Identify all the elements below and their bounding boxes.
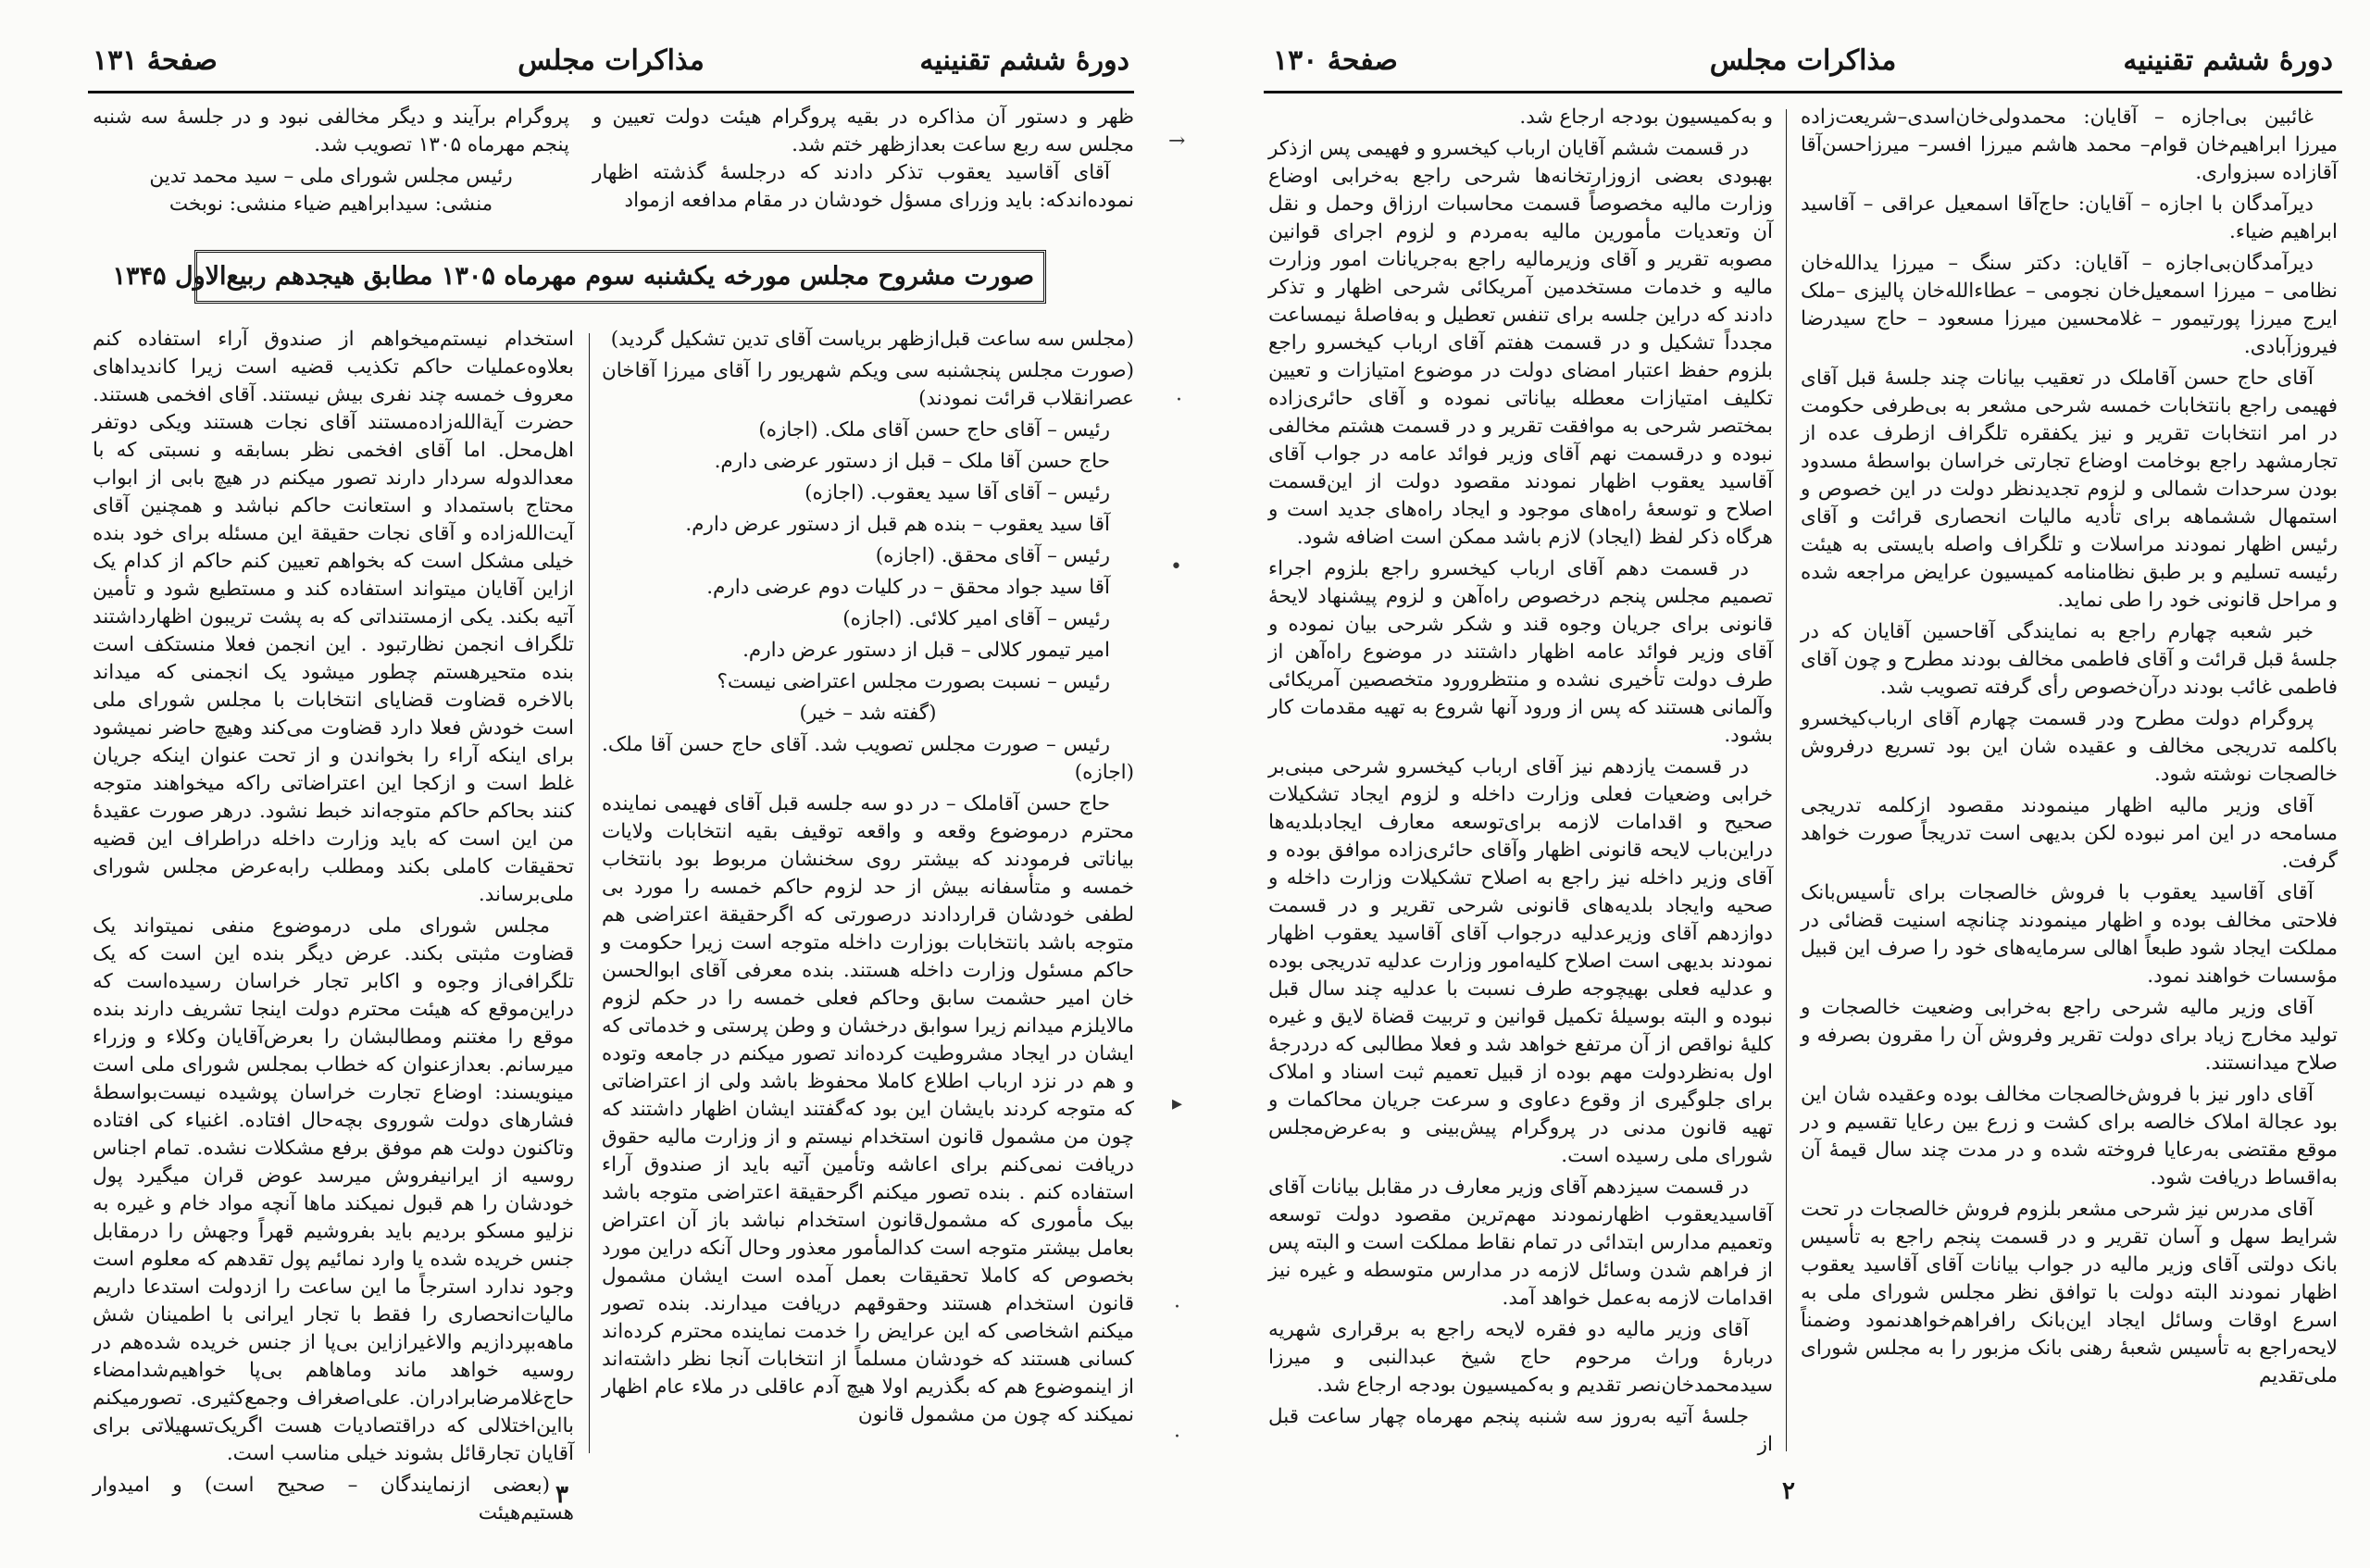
right-header-title: مذاکرات مجلس (1709, 44, 1897, 77)
paragraph: در قسمت یازدهم نیز آقای ارباب کیخسرو شرحی مبنی‌بر خرابی وضعیات فعلی وزارت داخله و لزوم ایجاد تشکیلات صحیح و اقدامات لازمه برای‌توسعه معارف ایجاد‌بلدیه‌ها دراین‌باب لایحه قانونی اظهار وآقای حائری‌زاده موافق بوده و آقای وزیر داخله نیز راجع به اصلاح تشکیلات وزارت داخله و صحیه وایجاد بلدیه‌های قانونی شرحی تقریر و در قسمت دوازدهم آقای وزیرعدلیه درجواب آقای آقاسید یعقوب اظهار نمودند بدیهی است اصلاح کلیه‌امور وزارت عدلیه تدریجی بوده و عدلیه فعلی بهیچوجه طرف نسبت با عدلیه چند سال قبل نبوده و البته بوسیلهٔ تکمیل قوانین و تربیت قضاة لایق و غیره کلیهٔ نواقص از آن مرتفع خواهد شد و فعلا مطالبی که دردرجهٔ اول به‌نظردولت مهم بوده از قبیل تعمیم ثبت اسناد و املاک برای جلوگیری از وقوع دعاوی و سرعت جریان محاکمات و تهیه قانون مدنی در پروگرام پیش‌بینی و به‌عرض‌مجلس شورای ملی رسیده است. (1268, 755, 1773, 1167)
paragraph: استخدام نیستم‌میخواهم از صندوق آراء استفاده کنم بعلاوه‌عملیات حاکم تکذیب قضیه است زیرا کاندیداهای معروف خمسه چند نفری بیش نیستند. آقای افخمی هستند. حضرت آیة‌الله‌زاده‌مستند آقای نجات هستند ویکی دوتفر اهل‌محل. اما آقای افخمی نظر بسابقه و نسبتی که با معدالدوله سردار دارند تصور میکنم در هیچ بابی از ابواب محتاج باستمداد و استعانت حاکم نباشد و همچنین آقای آیت‌الله‌زاده و آقای نجات حقیقة این مسئله برای خود بنده خیلی مشکل است که بخواهم تعیین کنم حاکم از کدام یک ازاین آقایان میتواند استفاده کند و مستطیع شود و تأمین آتیه بکند. یکی ازمستنداتی که به پشت تریبون اظهارداشتند تلگراف انجمن نظارتبود . این انجمن فعلا منستکف است بنده متحیرهستم چطور میشود یک انجمنی که میداند بالاخره قضاوت قضایای انتخابات با مجلس شورای ملی است خودش فعلا دارد قضاوت می‌کند وهیچ حاضر نمیشود برای اینکه آراء را بخواندن و از تحت عنوان اینکه جریان غلط است و ازکجا این اعتراضاتی راکه میخواهند متوجه کنند بحاکم حاکم متوجه‌اند خبط نشود. درهر صورت عقیدهٔ من این است که باید وزارت داخله دراطراف این قضیه تحقیقات کاملی بکند ومطلب رابه‌عرض مجلس شورای ملی‌برساند. (93, 328, 574, 906)
right-page-header (1273, 44, 2333, 81)
right-col-left (1268, 104, 1773, 1455)
paragraph: مجلس شورای ملی درموضوع منفی نمیتواند یک قضاوت مثبتی بکند. عرض دیگر بنده این است که یک تلگرافی‌از وجوه و اکابر تجار خراسان رسیده‌است که دراین‌موقع که هیئت محترم دولت اینجا تشریف دارند بنده موقع را مغتنم ومطالبشان را بعرض‌آقایان وکلاء و وزراء میرسانم. بعدازعنوان که خطاب بمجلس شورای ملی است مینویسند: اوضاع تجارت خراسان پوشیده نیست‌بواسطهٔ فشارهای دولت شوروی بچه‌حال افتاده. اغنیاء کی افتاده وتاکنون دولت هم موفق برفع مشکلات نشده. تمام اجناس روسیه از ایرانیفروش میرسد عوض قران میگیرد پول خودشان را هم قبول نمیکند ماها آنچه مواد خام و غیره به نزلیو مسکو بردیم باید بفروشیم قهراً وجهش را درمقابل جنس خریده شده یا وارد نمائیم پول تقدهم که معلوم است وجود ندارد استرجاً ما این ساعت را ازدولت استدعا داریم مالیات‌انحصاری را فقط با تجار ایرانی با اطمینان شش ماهه‌بپردازیم والاغیرازاین بی‌پا از جنس خریده شده‌هم در روسیه خواهد ماند وماهاهم بی‌پا خواهیم‌شدامضاء حاج‌غلامرضابرادران. علی‌اصغراف وجمع‌کثیری. تصورمیکنم بااین‌اختلالی که دراقتصادیات هست اگریک‌تسهیلاتی برای آقایان تجارقائل بشوند خیلی مناسب است. (93, 915, 574, 1465)
paragraph: آقا سید جواد محقق – در کلیات دوم عرضی دارم. (706, 576, 1110, 599)
paragraph: رئیس – آقای حاج حسن آقای ملک. (اجازه) (758, 418, 1110, 442)
left-column-rule (589, 333, 590, 1453)
paragraph: (صورت مجلس پنجشنبه سی ویکم شهریور را آقای میرزا آقاخان عصرانقلاب قرائت نمودند) (602, 359, 1134, 410)
paragraph: دیرآمدگان با اجازه – آقایان: حاج‌آقا اسمعیل عراقی – آقاسید ابراهیم ضیاء. (1801, 193, 2338, 243)
paragraph: خبر شعبه چهارم راجع به نمایندگی آقاحسین آقایان که در جلسهٔ قبل قرائت و آقای فاطمی مخالف بودند مطرح و چون آقای فاطمی غائب بودند درآن‌خصوص رأی گرفته تصویب شد. (1801, 620, 2338, 699)
paragraph: حاج حسن آقاملک – در دو سه جلسه قبل آقای فهیمی نماینده محترم درموضوع وقعه و واقعه توقیف بقیه انتخابات ولایات بیاناتی فرمودند که بیشتر روی سخنشان مربوط بود بانتخاب خمسه و متأسفانه بیش از حد لزوم حاکم خمسه را مورد بی لطفی خودشان قراردادند درصورتی که اگرحقیقة اعتراضی هم متوجه باشد بانتخابات بوزارت داخله متوجه است زیرا حکومت و حاکم مسئول وزارت داخله هستند. بنده معرفی آقای ابوالحسن خان امیر حشمت سابق وحاکم فعلی خمسه را در حکم لزوم مالایلزم میدانم زیرا سوابق درخشان و وطن پرستی و خدماتی که ایشان در ایجاد مشروطیت کرده‌اند تصور میکنم در جامعه وتوده و هم در نزد ارباب اطلاع کاملا محفوظ باشد ولی از اعتراضاتی که متوجه کردند بایشان این بود که‌گفتند ایشان اظهار داشتند که چون من مشمول قانون استخدام نیستم و از وزارت مالیه حقوق دریافت نمی‌کنم برای اعاشه وتأمین آتیه باید از صندوق آراء استفاده کنم . بنده تصور میکنم اگرحقیقة اعتراضی متوجه باشد بیک مأموری که مشمول‌قانون استخدام نباشد باز آن اعتراض بعامل بیشتر متوجه است کدالمأمور معذور وحال آنکه دراین مورد بخصوص که کاملا تحقیقات بعمل آمده است ایشان مشمول قانون استخدام هستند وحقوقهم دریافت میدارند. بنده تصور میکنم اشخاصی که این عرایض را خدمت نماینده محترم کرده‌اند کسانی هستند که خودشان مسلماً از انتخابات آنجا نظر داشته‌اند از اینموضوع هم که بگذریم اولا هیچ آدم عاقلی در ملاء عام اظهار نمیکند که چون من مشمول قانون (602, 792, 1134, 1426)
paragraph: در قسمت دهم آقای ارباب کیخسرو راجع بلزوم اجراء تصمیم مجلس پنجم درخصوص راه‌آهن و لزوم پیشنهاد لایحهٔ قانونی برای جریان وجوه قند و شکر شرحی بیان نموده و آقای وزیر فوائد عامه اظهار داشتند در موضوع راه‌آهن از طرف دولت تأخیری نشده و منتظرورود متخصصین آمریکائی وآلمانی هستند که پس از ورود آنها شروع به تهیه مقدمات کار بشود. (1268, 557, 1773, 747)
paragraph: حاج حسن آقا ملک – قبل از دستور عرضی دارم. (714, 450, 1110, 473)
session-banner: صورت مشروح مجلس مورخه یکشنبه سوم مهرماه ۱۳۰۵ مطابق هیجدهم ربیع‌الاول ۱۳۴۵ (194, 250, 1046, 304)
binding-mark: · (1174, 1296, 1180, 1319)
right-header-session: دورهٔ ششم تقنینیه (2123, 44, 2333, 77)
binding-mark: · (1174, 1425, 1180, 1449)
paragraph: آقای حاج حسن آقاملک در تعقیب بیانات چند جلسهٔ قبل آقای فهیمی راجع بانتخابات خمسه شرحی مشعر به بی‌طرفی حکومت در امر انتخابات تقریر و نیز یکفقره تلگراف ازطرف عده از تجارمشهد راجع بوخامت اوضاع تجارتی خراسان بواسطهٔ مسدود بودن سرحدات شمالی و لزوم تجدیدنظر دولت در این خصوص و استمهال ششماهه برای تأدیه مالیات انحصاری قرائت و آقای رئیس اظهار نمودند مراسلات و تلگراف واصله بایستی به هیئت رئیسه تسلیم و بر طبق نظامنامه کمیسیون عرایض مراجعه شده و مراحل قانونی خود را طی نماید. (1801, 367, 2338, 612)
paragraph: آقای وزیر مالیه شرحی راجع به‌خرابی وضعیت خالصجات و تولید مخارج زیاد برای دولت تقریر وفروش آن را مقرون بصرفه و صلاح میدانستند. (1801, 996, 2338, 1075)
left-top-right-para2: آقای آقاسید یعقوب تذکر دادند که درجلسهٔ گذشته اظهار نموده‌اندکه: باید وزرای مسؤل خودشان در مقام مدافعه ازمواد (592, 161, 1134, 212)
right-header-folio: صفحهٔ ۱۳۰ (1273, 44, 1398, 77)
left-page-header (93, 44, 1129, 81)
left-page (0, 0, 1157, 1568)
right-page-number: ۲ (1782, 1477, 1795, 1505)
paragraph: آقای مدرس نیز شرحی مشعر بلزوم فروش خالصجات در تحت شرایط سهل و آسان تقریر و در قسمت پنجم راجع به تأسیس بانک دولتی آقای وزیر مالیه در جواب بیانات آقای آقاسید یعقوب اظهار نمودند البته دولت با توافق نظر مجلس شورای ملی به اسرع اوقات وسائل ایجاد این‌بانک رافراهم‌خواهدنمود وضمناً لایحه‌راجع به تأسیس شعبهٔ رهنی بانک مزبور را به مجلس شورای ملی‌تقدیم (1801, 1198, 2338, 1388)
paragraph: و به‌کمیسیون بودجه ارجاع شد. (1519, 106, 1773, 129)
book-spine (1159, 0, 1205, 1568)
left-header-title: مذاکرات مجلس (518, 44, 705, 77)
binding-mark: ▸ (1172, 1092, 1183, 1115)
paragraph: آقا سید یعقوب – بنده هم قبل از دستور عرض دارم. (685, 513, 1110, 536)
paragraph: پروگرام دولت مطرح ودر قسمت چهارم آقای ارباب‌کیخسرو باکلمه تدریجی مخالف و عقیده شان این بود تسریع درفروش خالصجات نوشته شود. (1801, 707, 2338, 786)
left-col-left (93, 326, 574, 1524)
left-top-right-text (592, 104, 1134, 215)
binding-mark: → (1168, 130, 1186, 153)
paragraph: آقای آقاسید یعقوب با فروش خالصجات برای تأسیس‌بانک فلاحتی مخالف بوده و اظهار مینمودند چنانچه اسنیت قضائی در مملکت ایجاد شود طبعاً اهالی سرمایه‌های خود را صرف این قبیل مؤسسات خواهند نمود. (1801, 881, 2338, 988)
left-header-rule (88, 91, 1134, 93)
paragraph: (بعضی ازنمایندگان – صحیح است) و امیدوار هستیم‌هیئت (93, 1474, 574, 1524)
left-page-number: ۳ (555, 1481, 568, 1509)
signature-president: رئیس مجلس شورای ملی – سید محمد تدین (149, 165, 513, 188)
paragraph: رئیس – صورت مجلس تصویب شد. آقای حاج حسن آقا ملک. (اجازه) (602, 733, 1134, 784)
left-col-right (602, 326, 1134, 1455)
left-header-session: دورهٔ ششم تقنینیه (919, 44, 1129, 77)
paragraph: (گفته شد – خیر) (799, 702, 937, 725)
left-top-left-text: پروگرام برآیند و دیگر مخالفی نبود و در جلسهٔ سه شنبه پنجم مهرماه ۱۳۰۵ تصویب شد. (93, 106, 569, 156)
paragraph: غائبین بی‌اجازه – آقایان: محمدولی‌خان‌اسدی–شریعت‌زاده میرزا ابراهیم‌خان قوام– محمد هاشم میرزا افسر– میرزاحسن‌آقا آقازاده سبزواری. (1801, 106, 2338, 184)
paragraph: در قسمت سیزدهم آقای وزیر معارف در مقابل بیانات آقای آقاسیدیعقوب اظهارنمودند مهم‌ترین مقصود دولت توسعه وتعمیم مدارس ابتدائی در تمام نقاط مملکت است و البته پس از فراهم شدن وسائل لازمه در مدارس متوسطه و غیره نیز اقدامات لازمه به‌عمل خواهد آمد. (1268, 1176, 1773, 1310)
paragraph: رئیس – آقای آقا سید یعقوب. (اجازه) (805, 481, 1110, 504)
binding-mark: · (1176, 389, 1182, 412)
paragraph: آقای وزیر مالیه دو فقره لایحه راجع به برقراری شهریه دربارهٔ وراث مرحوم حاج شیخ عبدالنبی و میرزا سیدمحمدخان‌نصر تقدیم و به‌کمیسیون بودجه ارجاع شد. (1268, 1318, 1773, 1397)
paragraph: رئیس – آقای امیر کلائی. (اجازه) (842, 607, 1110, 630)
paragraph: امیر تیمور کلالی – قبل از دستور عرض دارم. (742, 639, 1110, 662)
left-header-folio: صفحهٔ ۱۳۱ (93, 44, 218, 77)
right-page (1208, 0, 2370, 1568)
paragraph: در قسمت ششم آقایان ارباب کیخسرو و فهیمی پس ازذکر بهبودی بعضی ازوزارتخانه‌ها شرحی راجع به‌خرابی اوضاع وزارت مالیه مخصوصاً قسمت محاسبات ارزاق وحمل و نقل آن وتعدیات مأمورین مالیه به‌مردم و لزوم اجرای قوانین مصوبه تقریر و آقای وزیرمالیه راجع به‌جریانات امور وزارت مالیه و خدمات مستخدمین آمریکائی شرحی اظهار و تذکر دادند که دراین جلسه برای تنفس تعطیل و به‌فاصلهٔ نیمساعت مجدداً تشکیل و در قسمت هفتم آقای ارباب کیخسرو راجع بلزوم حفظ اعتبار امضای دولت در موضوع امتیازات و تعیین تکلیف امتیازات معطله بیاناتی نموده و آقای حائری‌زاده بمختصر شرحی به موافقت تقریر و در قسمت هشتم مخالفی نبوده و درقسمت نهم آقای وزیر فوائد عامه در جواب آقای آقاسید یعقوب اظهار نمودند مقصود دولت از این‌قسمت اصلاح و توسعهٔ راه‌های موجود و ایجاد راه‌های جدید است و هرگاه ذکر لفظ (ایجاد) لازم باشد ممکن است اضافه شود. (1268, 137, 1773, 549)
left-top-right-para1: ظهر و دستور آن مذاکره در بقیه پروگرام هیئت دولت تعیین و مجلس سه ربع ساعت بعدازظهر ختم شد. (592, 106, 1134, 156)
paragraph: آقای وزیر مالیه اظهار مینمودند مقصود ازکلمه تدریجی مسامحه در این امر نبوده لکن بدیهی است تدریجاً صورت خواهد گرفت. (1801, 794, 2338, 873)
binding-mark: • (1170, 555, 1182, 579)
paragraph: آقای داور نیز با فروش‌خالصجات مخالف بوده وعقیده شان این بود عجالة املاک خالصه برای کشت و زرع بین رعایا تقسیم و در موقع مقتضی به‌رعایا فروخته شده و در مدت چند سال قیمهٔ آن به‌اقساط دریافت شود. (1801, 1083, 2338, 1189)
paragraph: (مجلس سه ساعت قبل‌ازظهر بریاست آقای تدین تشکیل گردید) (610, 328, 1134, 351)
signature-secretaries: منشی: سیدابراهیم ضیاء منشی: نوبخت (168, 193, 493, 216)
right-column-rule (1786, 109, 1787, 1451)
right-col-right (1801, 104, 2338, 1455)
paragraph: رئیس – آقای محقق. (اجازه) (875, 544, 1110, 567)
paragraph: رئیس – نسبت بصورت مجلس اعتراضی نیست؟ (717, 670, 1110, 693)
right-header-rule (1264, 91, 2342, 93)
paragraph: دیرآمدگان‌بی‌اجازه – آقایان: دکتر سنگ – میرزا یدالله‌خان نظامی – میرزا اسمعیل‌خان نجومی – عطاءالله‌خان پالیزی –ملک ایرج میرزا پورتیمور – غلامحسین میرزا مسعود – حاج سیدرضا فیروزآبادی. (1801, 252, 2338, 358)
paragraph: جلسهٔ آتیه به‌روز سه شنبه پنجم مهرماه چهار ساعت قبل از (1268, 1405, 1773, 1456)
left-signature-block (93, 163, 569, 218)
